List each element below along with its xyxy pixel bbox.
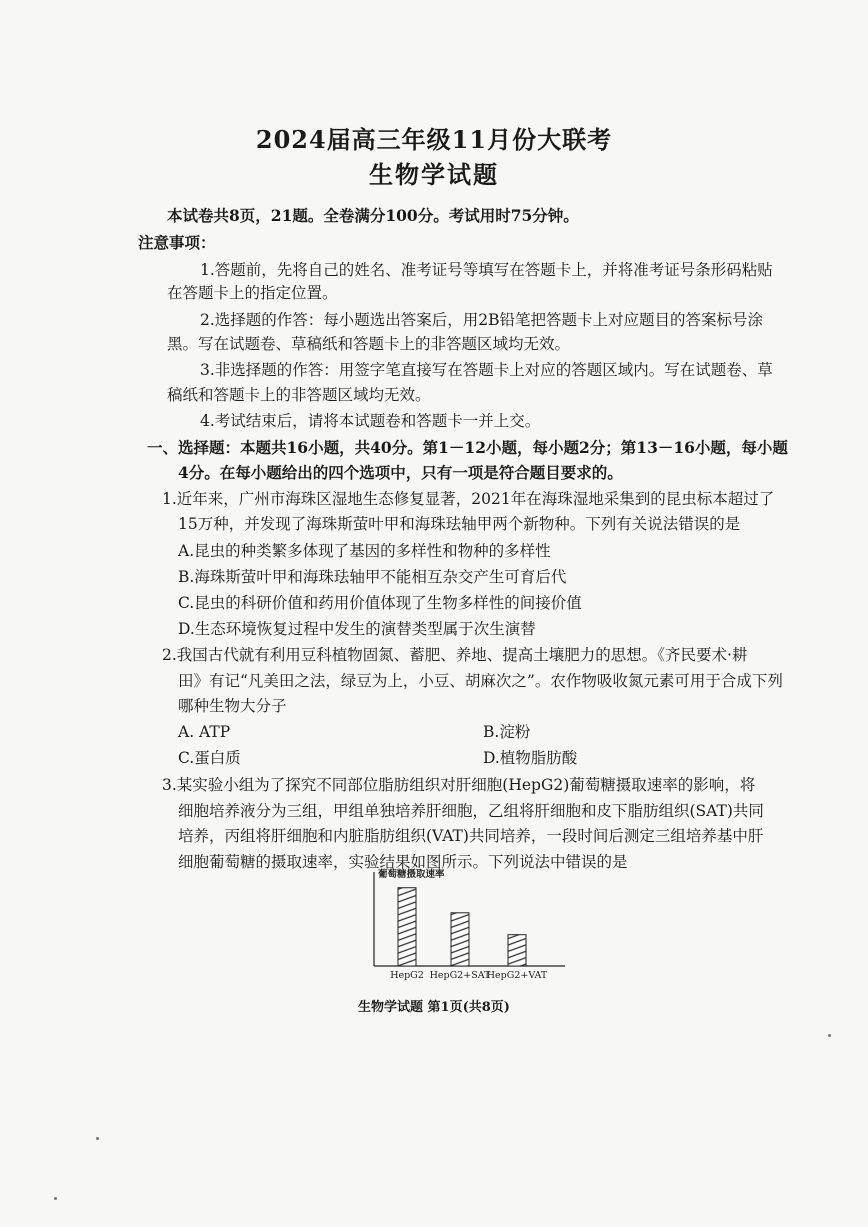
notice-4: 4.考试结束后，请将本试题卷和答题卡一并上交。 [200,412,541,430]
q2-option-c: C.蛋白质 [178,749,241,767]
q3-stem-line3: 培养，丙组将肝细胞和内脏脂肪组织(VAT)共同培养，一段时间后测定三组培养基中肝 [178,827,764,845]
section-heading-line2: 4分。在每小题给出的四个选项中，只有一项是符合题目要求的。 [178,463,623,482]
notice-1b: 在答题卡上的指定位置。 [167,284,338,302]
bar-3 [508,935,526,966]
notice-2b: 黑。写在试题卷、草稿纸和答题卡上的非答题区域均无效。 [167,335,571,353]
exam-summary: 本试卷共8页，21题。全卷满分100分。考试用时75分钟。 [167,206,579,225]
exam-title: 2024届高三年级11月份大联考 [255,125,613,154]
bar-chart-svg [360,868,570,988]
notice-1a: 1.答题前，先将自己的姓名、准考证号等填写在答题卡上，并将准考证号条形码粘贴 [200,261,773,279]
q2-stem-line1: 2.我国古代就有利用豆科植物固氮、蓄肥、养地、提高土壤肥力的思想。《齐民要术·耕 [162,646,748,664]
notice-3a: 3.非选择题的作答：用签字笔直接写在答题卡上对应的答题区域内。写在试题卷、草 [200,361,773,379]
bar-2 [451,913,469,966]
notice-2a: 2.选择题的作答：每小题选出答案后，用2B铅笔把答题卡上对应题目的答案标号涂 [200,311,764,329]
q3-stem-line2: 细胞培养液分为三组，甲组单独培养肝细胞，乙组将肝细胞和皮下脂肪组织(SAT)共同 [178,802,764,820]
q2-option-b: B.淀粉 [483,723,531,741]
page-footer: 生物学试题 第1页(共8页) [358,1000,510,1015]
q1-option-c: C.昆虫的科研价值和药用价值体现了生物多样性的间接价值 [178,594,582,612]
x-tick-label: HepG2 [390,970,424,981]
bar-1 [398,888,416,966]
q3-stem-line4: 细胞葡萄糖的摄取速率，实验结果如图所示。下列说法中错误的是 [178,853,628,871]
scan-speck [96,1137,99,1140]
exam-subject: 生物学试题 [369,160,499,189]
q1-option-a: A.昆虫的种类繁多体现了基因的多样性和物种的多样性 [178,542,551,560]
q2-stem-line2: 田》有记“凡美田之法，绿豆为上，小豆、胡麻次之”。农作物吸收氮元素可用于合成下列 [178,672,783,690]
q3-stem-line1: 3.某实验小组为了探究不同部位脂肪组织对肝细胞(HepG2)葡萄糖摄取速率的影响，将 [162,776,756,794]
scan-speck [828,1034,831,1037]
q1-option-b: B.海珠斯萤叶甲和海珠珐轴甲不能相互杂交产生可育后代 [178,568,567,586]
section-heading-line1: 一、选择题：本题共16小题，共40分。第1－12小题，每小题2分；第13－16小题，每小题 [147,438,788,457]
glucose-uptake-chart [360,868,570,988]
q2-option-d: D.植物脂肪酸 [483,749,578,767]
y-axis-label: 葡萄糖摄取速率 [378,869,445,880]
q1-option-d: D.生态环境恢复过程中发生的演替类型属于次生演替 [178,620,536,638]
x-tick-label: HepG2+SAT [429,970,491,981]
q2-stem-line3: 哪种生物大分子 [178,697,287,715]
x-tick-label: HepG2+VAT [486,970,548,981]
scan-speck [54,1197,57,1200]
q1-stem-line2: 15万种，并发现了海珠斯萤叶甲和海珠珐轴甲两个新物种。下列有关说法错误的是 [178,515,741,533]
notice-3b: 稿纸和答题卡上的非答题区域均无效。 [167,386,431,404]
q2-option-a: A. ATP [178,723,231,741]
notice-heading: 注意事项： [138,233,216,252]
q1-stem-line1: 1.近年来，广州市海珠区湿地生态修复显著，2021年在海珠湿地采集到的昆虫标本超过了 [162,490,775,508]
